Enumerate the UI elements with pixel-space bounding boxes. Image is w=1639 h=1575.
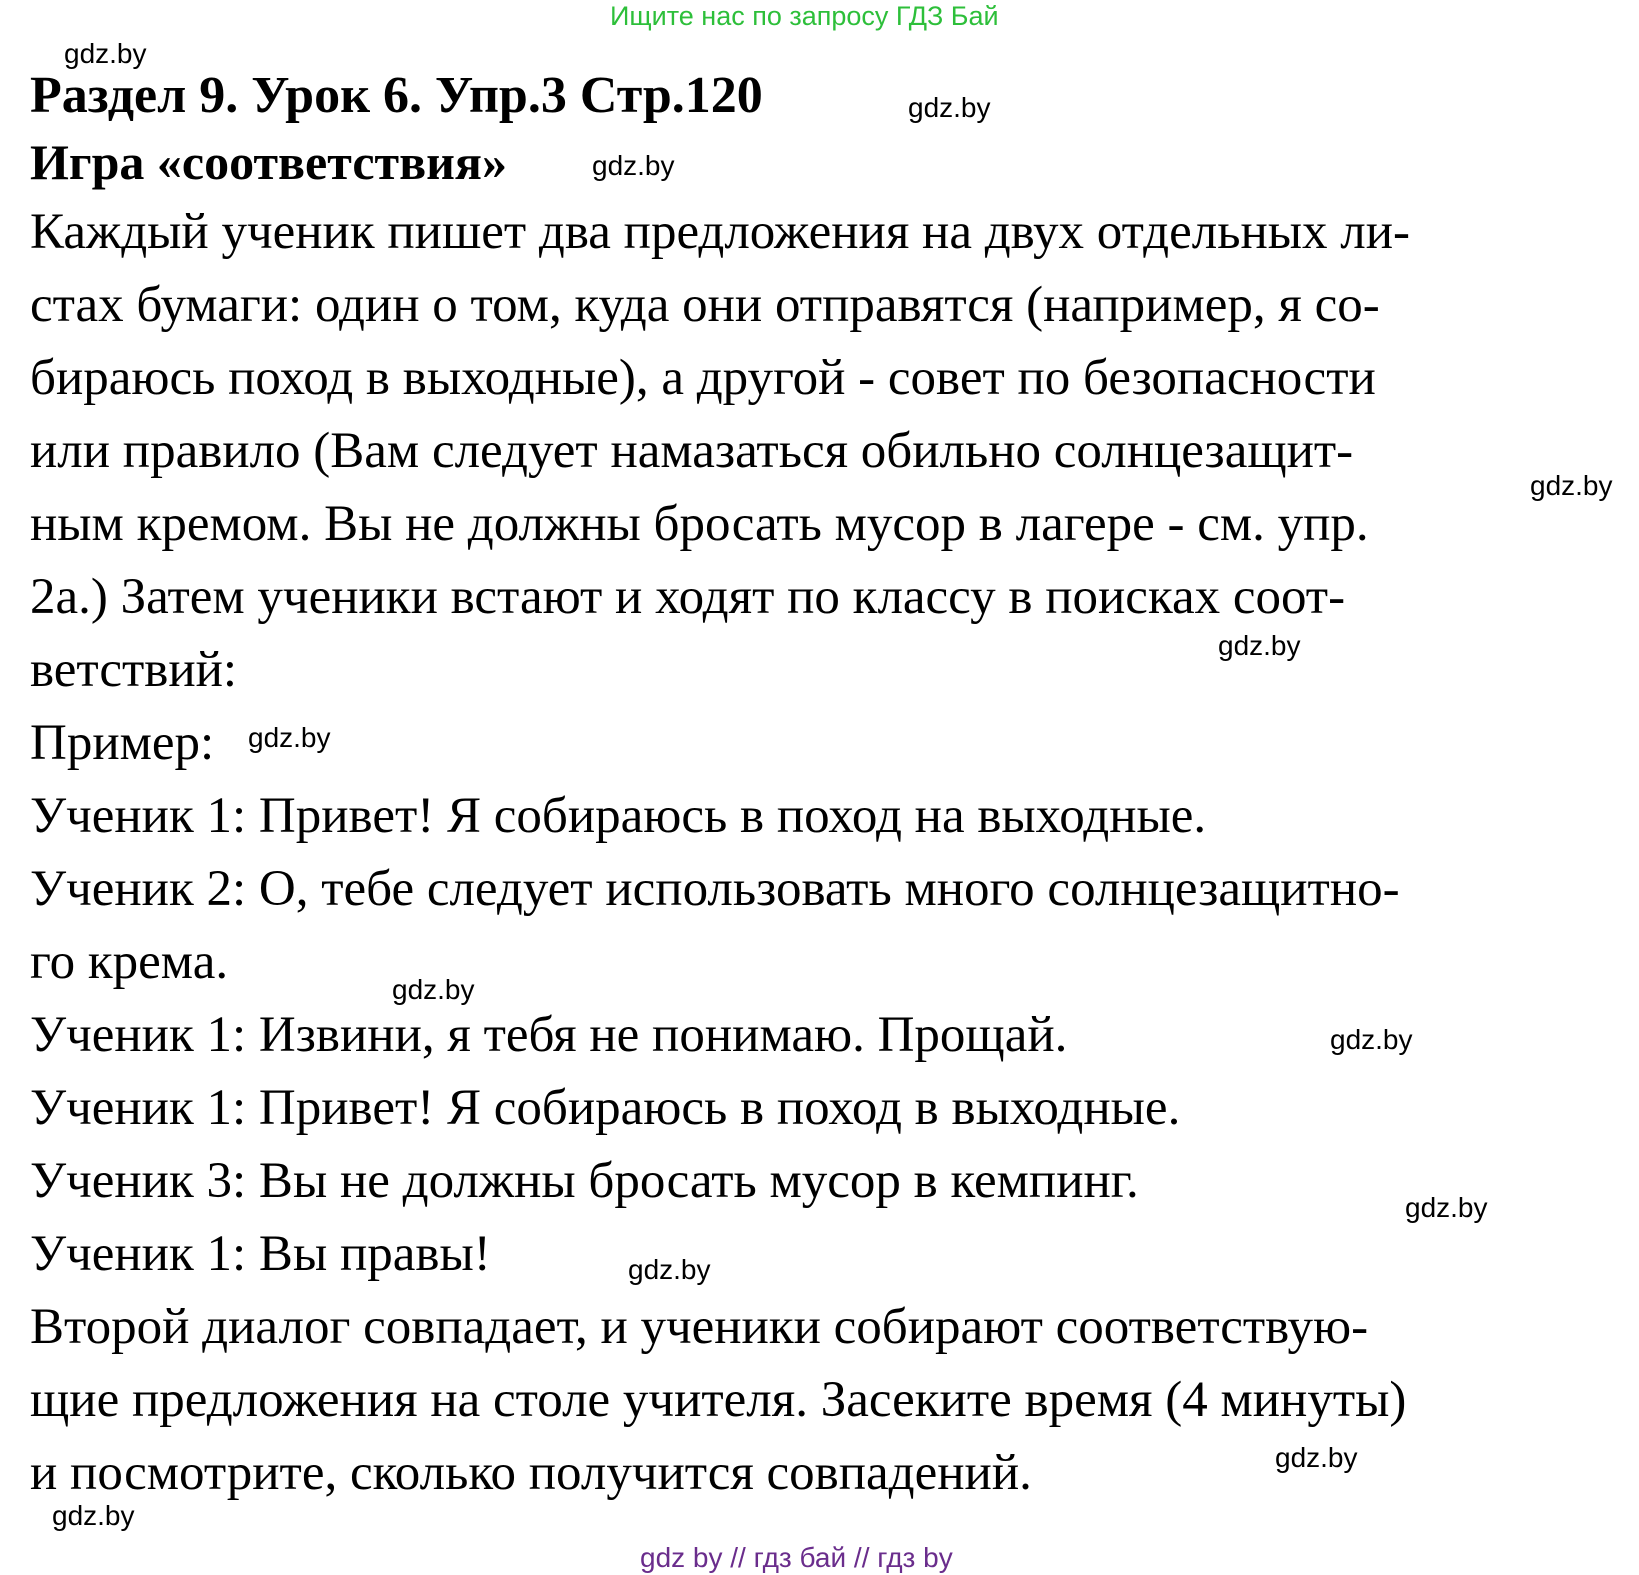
document-body (30, 64, 1610, 1510)
dialog-line: Ученик 2: О, тебе следует использовать много солнцезащитно- (30, 861, 1400, 917)
watermark: gdz.by (628, 1254, 711, 1285)
text-line: стах бумаги: один о том, куда они отправятся (например, я со- (30, 277, 1380, 333)
watermark: gdz.by (1530, 470, 1613, 501)
dialog-line: Ученик 1: Привет! Я собираюсь в поход в выходные. (30, 1080, 1181, 1136)
text-line: 2а.) Затем ученики встают и ходят по классу в поисках соот- (30, 569, 1346, 625)
watermark: gdz.by (248, 722, 331, 753)
text-block (30, 196, 1610, 1510)
text-line: Второй диалог совпадает, и ученики собирают соответствую- (30, 1299, 1369, 1355)
dialog-line: Ученик 1: Извини, я тебя не понимаю. Прощай. (30, 1007, 1068, 1063)
watermark: gdz.by (1405, 1192, 1488, 1223)
text-line: ным кремом. Вы не должны бросать мусор в лагере - см. упр. (30, 496, 1369, 552)
watermark: gdz.by (908, 92, 991, 123)
page-subtitle: Игра «соответствия» (30, 134, 507, 190)
footer-watermark: gdz by // гдз бай // гдз by (640, 1542, 953, 1573)
watermark: gdz.by (392, 974, 475, 1005)
dialog-line: го крема. (30, 934, 229, 990)
watermark: gdz.by (1330, 1024, 1413, 1055)
dialog-line: Ученик 1: Вы правы! (30, 1226, 491, 1282)
dialog-line: Ученик 3: Вы не должны бросать мусор в кемпинг. (30, 1153, 1139, 1209)
example-label: Пример: (30, 715, 215, 771)
page-title: Раздел 9. Урок 6. Упр.3 Стр.120 (30, 67, 763, 124)
watermark: gdz.by (52, 1500, 135, 1531)
text-line: и посмотрите, сколько получится совпадений. (30, 1445, 1032, 1501)
text-line: или правило (Вам следует намазаться обильно солнцезащит- (30, 423, 1354, 479)
text-line: ветствий: (30, 642, 238, 698)
text-line: бираюсь поход в выходные), а другой - совет по безопасности (30, 350, 1376, 406)
dialog-line: Ученик 1: Привет! Я собираюсь в поход на выходные. (30, 788, 1207, 844)
top-banner: Ищите нас по запросу ГДЗ Бай (610, 1, 999, 31)
watermark: gdz.by (1218, 630, 1301, 661)
watermark: gdz.by (1275, 1442, 1358, 1473)
watermark: gdz.by (592, 150, 675, 181)
text-line: Каждый ученик пишет два предложения на двух отдельных ли- (30, 204, 1411, 260)
text-line: щие предложения на столе учителя. Засеките время (4 минуты) (30, 1372, 1407, 1428)
watermark: gdz.by (64, 38, 147, 69)
